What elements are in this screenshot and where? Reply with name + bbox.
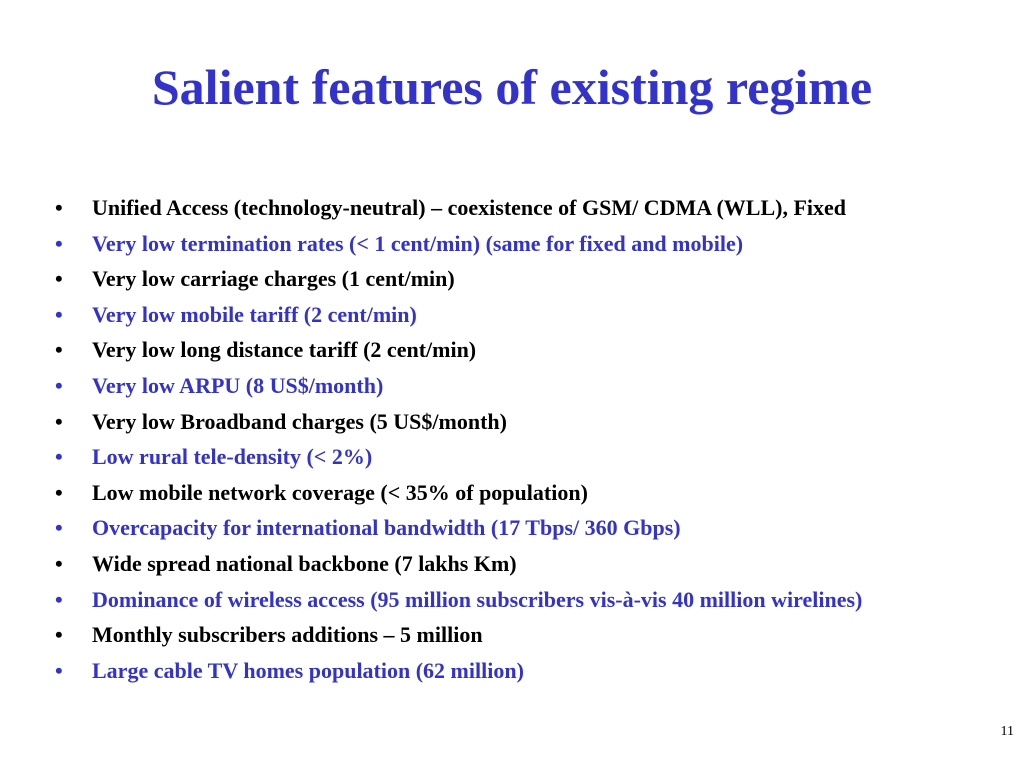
bullet-icon: •: [55, 586, 63, 612]
bullet-text: Very low carriage charges (1 cent/min): [92, 266, 455, 292]
bullet-text: Large cable TV homes population (62 million): [92, 657, 524, 683]
slide-title: Salient features of existing regime: [151, 59, 873, 115]
bullet-icon: •: [55, 408, 63, 434]
bullet-text: Unified Access (technology-neutral) – coexistence of GSM/ CDMA (WLL), Fixed: [92, 195, 846, 220]
bullet-text: Very low long distance tariff (2 cent/min): [92, 337, 477, 363]
bullet-text: Monthly subscribers additions – 5 million: [92, 622, 483, 648]
bullet-list: [55, 194, 980, 692]
page-number: 11: [1000, 724, 1014, 739]
bullet-item: [55, 657, 980, 685]
bullet-icon: •: [55, 195, 63, 220]
bullet-item: [55, 550, 980, 578]
bullet-item: [55, 479, 980, 507]
bullet-icon: •: [55, 337, 63, 363]
bullet-item: [55, 230, 980, 258]
bullet-text: Very low Broadband charges (5 US$/month): [92, 408, 507, 434]
bullet-icon: •: [55, 230, 63, 256]
bullet-item: [55, 194, 980, 222]
bullet-item: [55, 443, 980, 471]
bullet-icon: •: [55, 550, 63, 576]
bullet-item: [55, 336, 980, 364]
bullet-icon: •: [55, 622, 63, 648]
bullet-item: [55, 408, 980, 436]
bullet-icon: •: [55, 657, 63, 683]
bullet-text: Very low termination rates (< 1 cent/min) (same for fixed and mobile): [92, 230, 744, 256]
bullet-icon: •: [55, 444, 63, 470]
bullet-text: Overcapacity for international bandwidth (17 Tbps/ 360 Gbps): [92, 515, 681, 541]
bullet-item: [55, 372, 980, 400]
bullet-item: [55, 265, 980, 293]
bullet-text: Wide spread national backbone (7 lakhs Km): [92, 550, 517, 576]
bullet-text: Low mobile network coverage (< 35% of population): [92, 479, 588, 505]
bullet-icon: •: [55, 266, 63, 292]
bullet-item: [55, 301, 980, 329]
bullet-icon: •: [55, 301, 63, 327]
bullet-icon: •: [55, 372, 63, 398]
bullet-text: Very low ARPU (8 US$/month): [92, 372, 384, 398]
bullet-text: Low rural tele-density (< 2%): [92, 444, 373, 470]
bullet-text: Dominance of wireless access (95 million subscribers vis-à-vis 40 million wirelines): [92, 586, 863, 612]
bullet-item: [55, 514, 980, 542]
bullet-icon: •: [55, 515, 63, 541]
bullet-item: [55, 586, 980, 614]
bullet-item: [55, 621, 980, 649]
bullet-text: Very low mobile tariff (2 cent/min): [92, 301, 417, 327]
bullet-icon: •: [55, 479, 63, 505]
